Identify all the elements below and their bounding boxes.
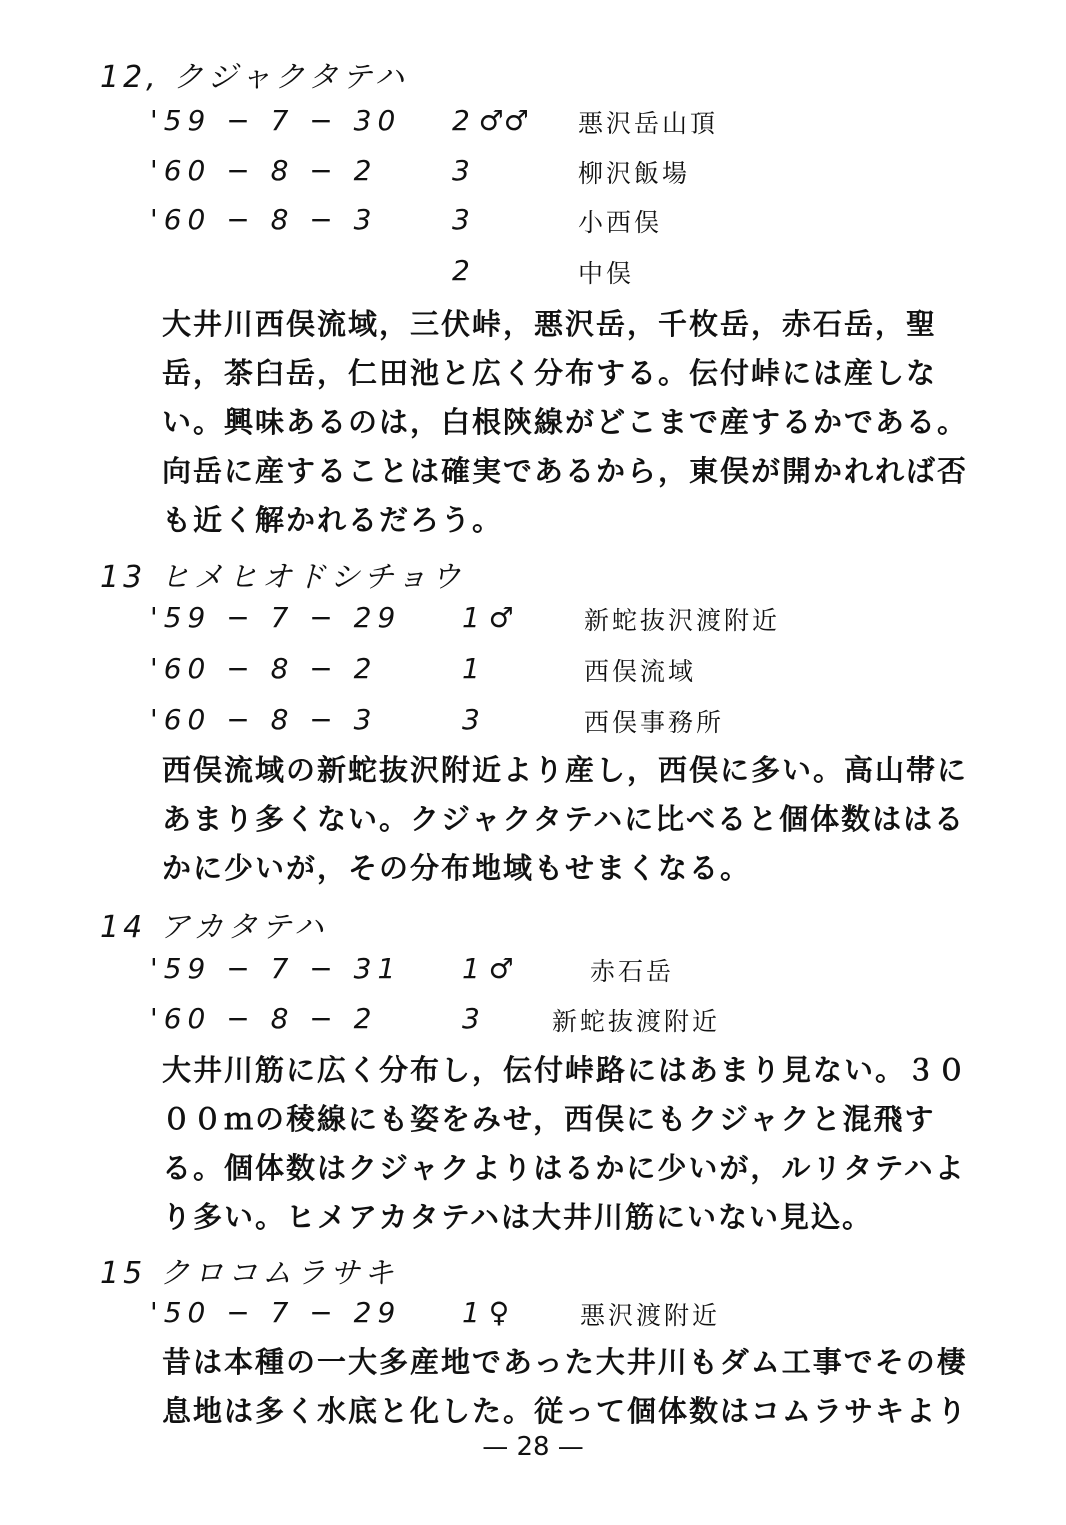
record-place: 西俣事務所 bbox=[584, 708, 725, 737]
record-count: 2 ♂♂ bbox=[452, 104, 529, 137]
record-place: 赤石岳 bbox=[590, 957, 675, 986]
record-count: 2 bbox=[452, 254, 470, 287]
species-heading: 15 クロコムラサキ bbox=[100, 1256, 398, 1291]
record-place: 悪沢岳山頂 bbox=[578, 109, 719, 138]
species-description: 大井川西俣流域，三伏峠，悪沢岳，千枚岳，赤石岳，聖岳，茶臼岳，仁田池と広く分布する。伝付峠には産しない。興味あるのは，白根陝線がどこまで産するかである。向岳に産することは確実であるから，東俣が開かれれば否も近く解かれるだろう。 bbox=[162, 307, 969, 537]
species-description: 大井川筋に広く分布し，伝付峠路にはあまり見ない。３０００ｍの稜線にも姿をみせ，西俣にもクジャクと混飛する。個体数はクジャクよりはるかに少いが，ルリタテハより多い。ヒメアカタテハは大井川筋にいない見込。 bbox=[162, 1053, 969, 1234]
species-heading: 12, クジャクタテハ bbox=[100, 60, 409, 95]
record-count: 3 bbox=[452, 203, 470, 236]
record-count: 1 ♂ bbox=[462, 952, 514, 985]
record-place: 小西俣 bbox=[578, 208, 663, 237]
record-place: 新蛇抜沢渡附近 bbox=[584, 606, 781, 635]
record-date: '50 − 7 − 29 bbox=[150, 1296, 402, 1329]
species-description: 昔は本種の一大多産地であった大井川もダム工事でその棲息地は多く水底と化した。従って個体数はコムラサキより bbox=[162, 1345, 969, 1428]
page-number: — 28 — bbox=[482, 1432, 584, 1462]
record-count: 1 bbox=[462, 652, 480, 685]
record-date: '59 − 7 − 31 bbox=[150, 952, 402, 985]
record-place: 新蛇抜渡附近 bbox=[552, 1007, 721, 1036]
record-place: 西俣流域 bbox=[584, 657, 697, 686]
record-date: '59 − 7 − 30 bbox=[150, 104, 402, 137]
species-description: 西俣流域の新蛇抜沢附近より産し，西俣に多い。高山帯にあまり多くない。クジャクタテハに比べると個体数ははるかに少いが，その分布地域もせまくなる。 bbox=[162, 753, 969, 885]
record-place: 柳沢飯場 bbox=[578, 159, 691, 188]
record-place: 中俣 bbox=[578, 259, 635, 288]
record-count: 3 bbox=[452, 154, 470, 187]
record-date: '60 − 8 − 3 bbox=[150, 203, 378, 236]
record-place: 悪沢渡附近 bbox=[580, 1301, 721, 1330]
species-heading: 14 アカタテハ bbox=[100, 910, 328, 945]
record-date: '59 − 7 − 29 bbox=[150, 601, 402, 634]
record-date: '60 − 8 − 2 bbox=[150, 652, 378, 685]
record-count: 3 bbox=[462, 1002, 480, 1035]
species-heading: 13 ヒメヒオドシチョウ bbox=[100, 560, 465, 595]
record-date: '60 − 8 − 2 bbox=[150, 1002, 378, 1035]
record-count: 3 bbox=[462, 703, 480, 736]
record-count: 1 ♀ bbox=[462, 1296, 510, 1329]
record-count: 1 ♂ bbox=[462, 601, 514, 634]
record-date: '60 − 8 − 3 bbox=[150, 703, 378, 736]
record-date: '60 − 8 − 2 bbox=[150, 154, 378, 187]
